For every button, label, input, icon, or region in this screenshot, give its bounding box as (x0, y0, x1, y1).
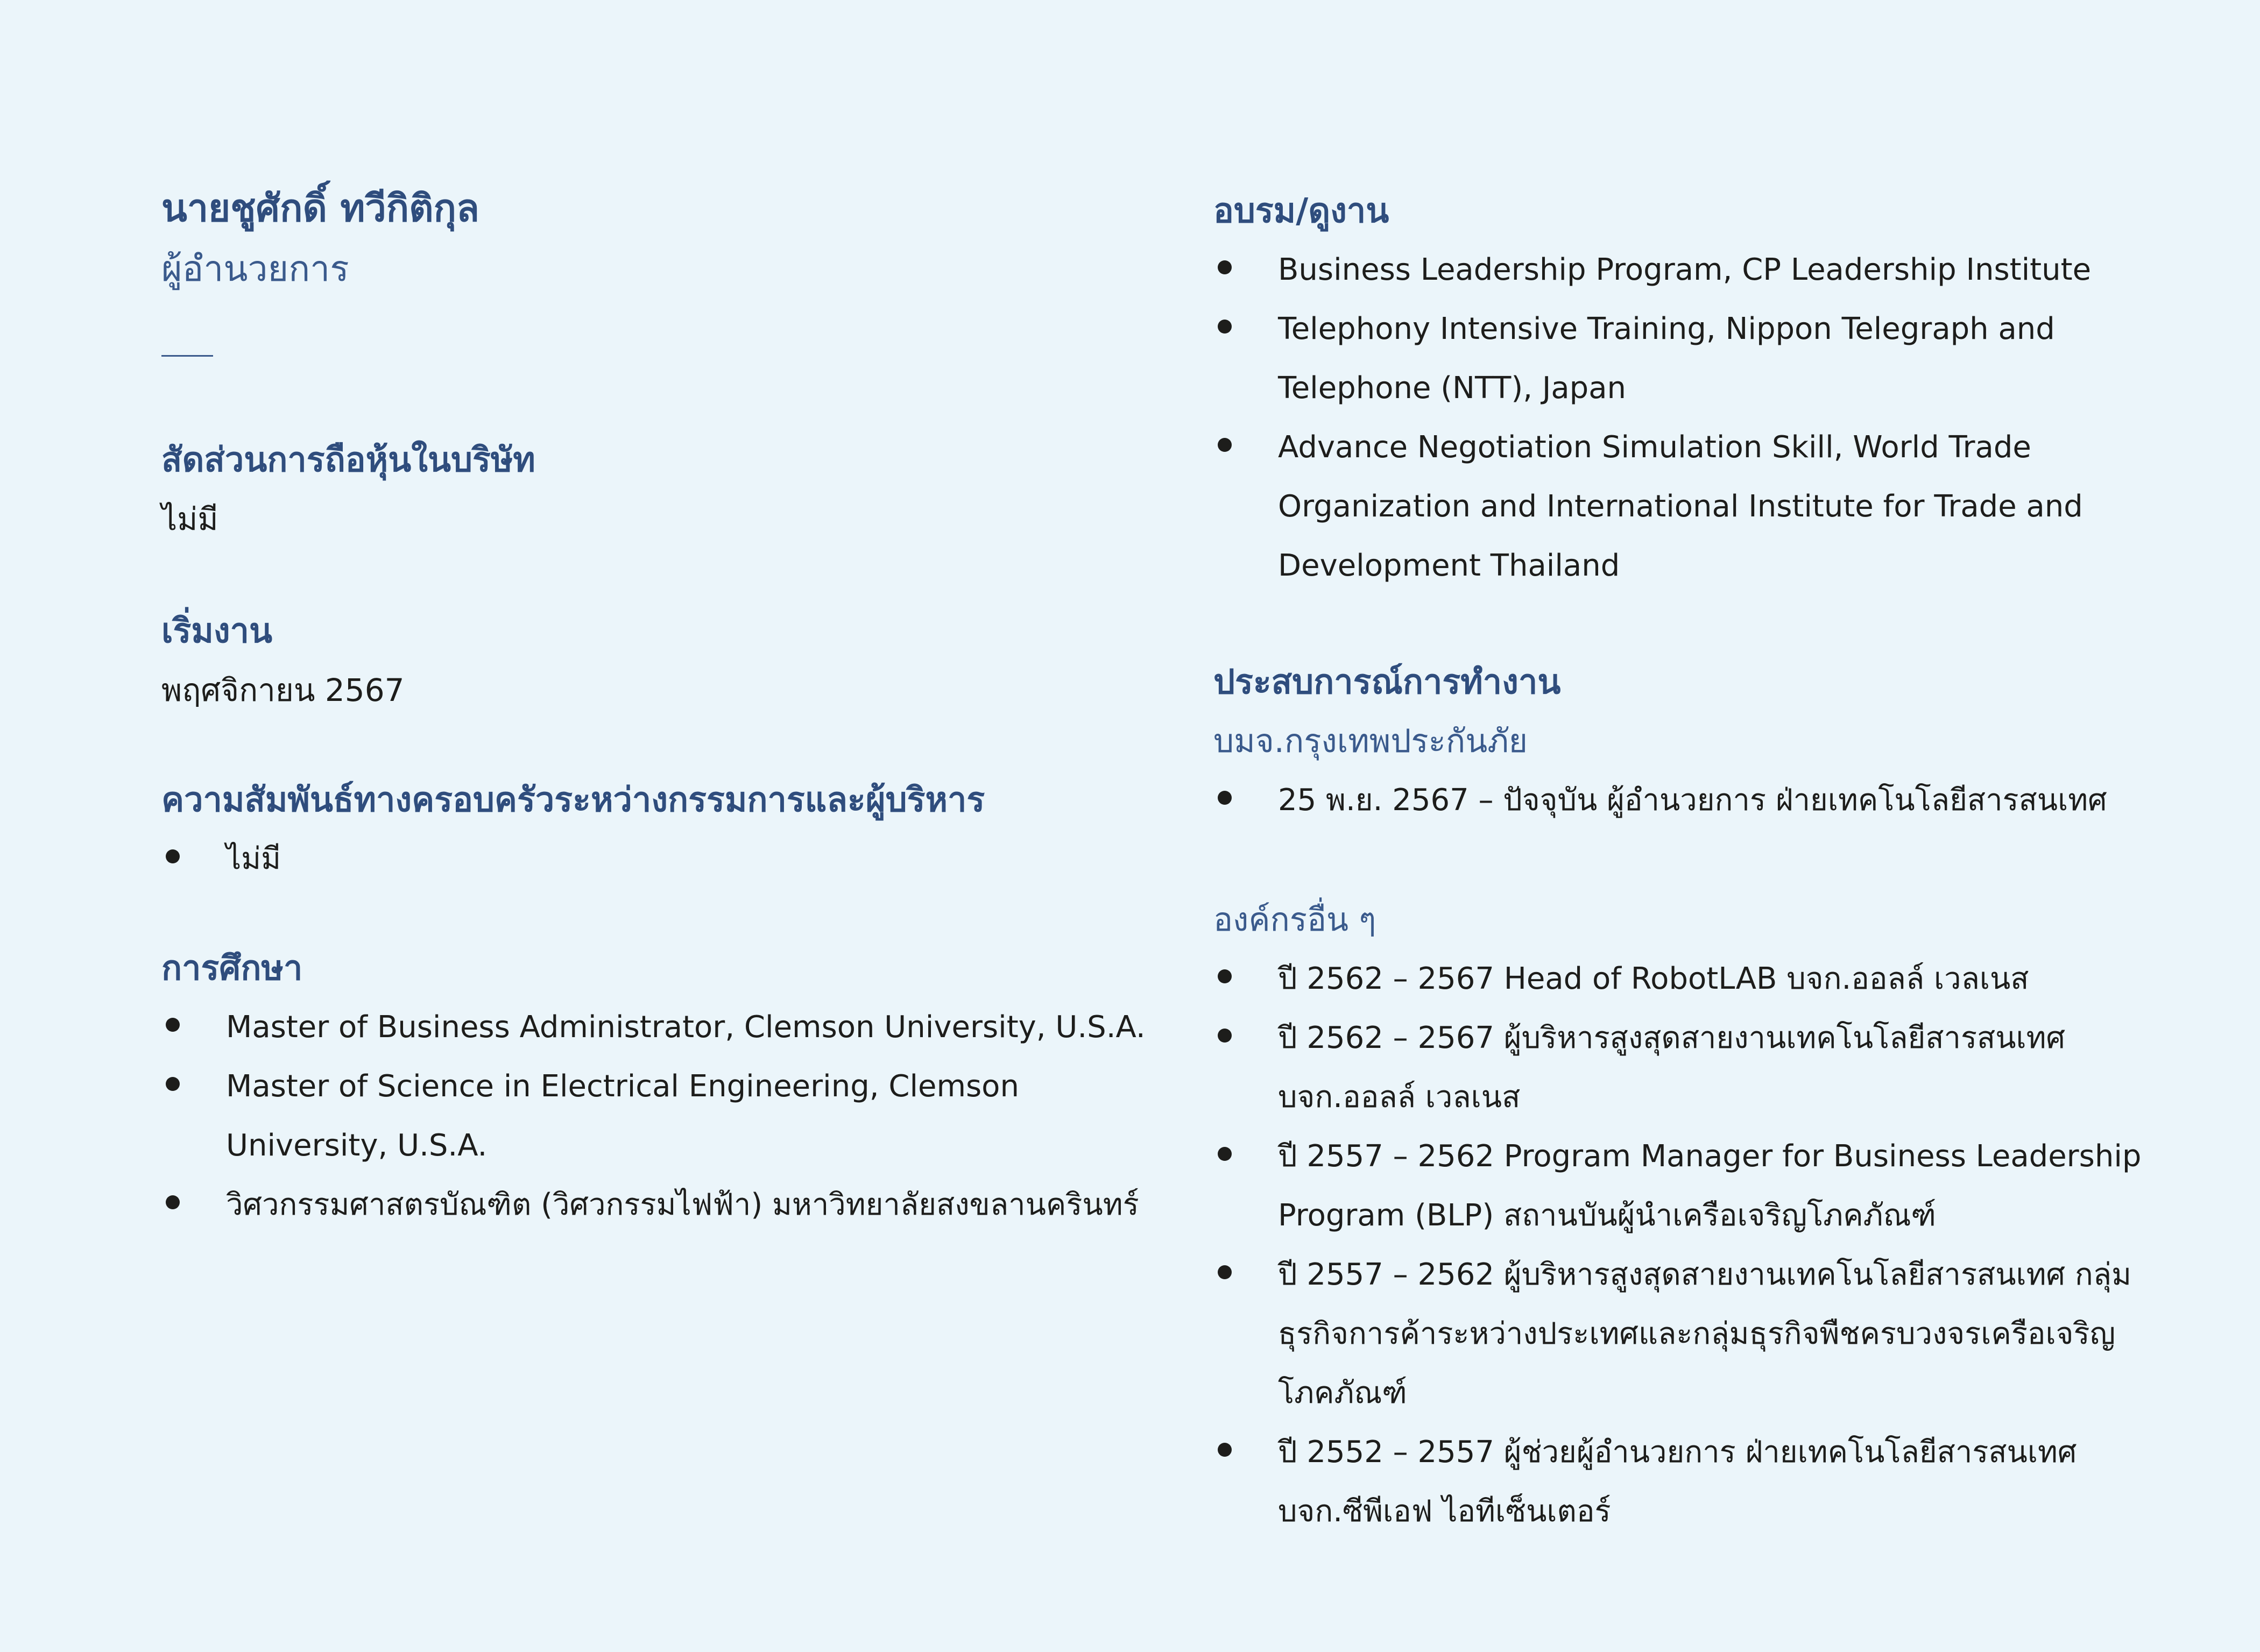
list-item (1213, 1127, 2166, 1245)
list-item (1213, 1009, 2166, 1127)
list-item (1213, 240, 2166, 300)
start-date-section (161, 601, 1146, 720)
list-item-text: Master of Business Administrator, Clemson University, U.S.A. (226, 1010, 1146, 1045)
bullet-icon (166, 1195, 180, 1209)
bullet-icon (1218, 791, 1232, 805)
executive-name: นายชูศักดิ์ ทวีกิติกุล (161, 186, 479, 230)
list-item-text: 25 พ.ย. 2567 – ปัจจุบัน ผู้อำนวยการ ฝ่ายเทคโนโลยีสารสนเทศ (1278, 783, 2107, 818)
list-item-text: Advance Negotiation Simulation Skill, World Trade Organization and International Institute for Trade and Development Thailand (1278, 430, 2083, 583)
family-relation-list (161, 829, 1146, 889)
list-item (161, 998, 1146, 1057)
list-item (1213, 771, 2166, 830)
education-section (161, 939, 1146, 1235)
bullet-icon (166, 849, 180, 863)
training-list (1213, 240, 2166, 595)
bullet-icon (1218, 1265, 1232, 1279)
other-orgs-list (1213, 949, 2166, 1541)
shareholding-heading: สัดส่วนการถือหุ้นในบริษัท (161, 440, 535, 479)
list-item (1213, 1423, 2166, 1541)
list-item-text: Telephony Intensive Training, Nippon Telegraph and Telephone (NTT), Japan (1278, 311, 2055, 406)
list-item-text: ปี 2557 – 2562 Program Manager for Business Leadership Program (BLP) สถานบันผู้นำเครือเจริญโภคภัณฑ์ (1278, 1139, 2142, 1233)
list-item (1213, 949, 2166, 1009)
bullet-icon (1218, 1029, 1232, 1043)
list-item (161, 1057, 1146, 1175)
education-heading: การศึกษา (161, 948, 303, 988)
experience-company: บมจ.กรุงเทพประกันภัย (1213, 722, 1528, 760)
list-item-text: Master of Science in Electrical Engineering, Clemson University, U.S.A. (226, 1069, 1019, 1163)
list-item-text: ปี 2562 – 2567 ผู้บริหารสูงสุดสายงานเทคโนโลยีสารสนเทศ บจก.ออลล์ เวลเนส (1278, 1020, 2066, 1115)
bullet-icon (166, 1077, 180, 1091)
bullet-icon (1218, 969, 1232, 983)
family-relation-section (161, 770, 1146, 889)
list-item (161, 1175, 1146, 1235)
bullet-icon (1218, 1443, 1232, 1457)
training-section (1213, 181, 2166, 595)
list-item-text: Business Leadership Program, CP Leadership Institute (1278, 252, 2092, 287)
education-list (161, 998, 1146, 1235)
other-orgs-section (1213, 890, 2166, 1541)
experience-list (1213, 771, 2166, 830)
family-relation-heading: ความสัมพันธ์ทางครอบครัวระหว่างกรรมการและผู้บริหาร (161, 780, 985, 819)
bullet-icon (1218, 320, 1232, 334)
list-item-text: วิศวกรรมศาสตรบัณฑิต (วิศวกรรมไฟฟ้า) มหาวิทยาลัยสงขลานครินทร์ (226, 1187, 1139, 1222)
training-heading: อบรม/ดูงาน (1213, 191, 1389, 230)
bullet-icon (166, 1018, 180, 1032)
other-orgs-heading: องค์กรอื่น ๆ (1213, 901, 1376, 939)
start-date-value: พฤศจิกายน 2567 (161, 672, 405, 708)
list-item (1213, 300, 2166, 418)
bullet-icon (1218, 1147, 1232, 1161)
shareholding-section (161, 430, 1146, 549)
experience-section (1213, 653, 2166, 830)
list-item-text: ไม่มี (226, 841, 281, 876)
experience-heading: ประสบการณ์การทำงาน (1213, 662, 1561, 701)
list-item-text: ปี 2557 – 2562 ผู้บริหารสูงสุดสายงานเทคโนโลยีสารสนเทศ กลุ่มธุรกิจการค้าระหว่างประเทศและกลุ่มธุรกิจพืชครบวงจรเครือเจริญโภคภัณฑ์ (1278, 1257, 2132, 1410)
start-date-heading: เริ่มงาน (161, 611, 273, 650)
list-item (1213, 1245, 2166, 1423)
bullet-icon (1218, 438, 1232, 452)
shareholding-value: ไม่มี (161, 501, 218, 537)
divider-rule (161, 355, 213, 357)
list-item (161, 829, 1146, 889)
list-item-text: ปี 2562 – 2567 Head of RobotLAB บจก.ออลล์ เวลเนส (1278, 961, 2029, 996)
bullet-icon (1218, 260, 1232, 274)
list-item (1213, 418, 2166, 595)
executive-position: ผู้อำนวยการ (161, 248, 349, 289)
list-item-text: ปี 2552 – 2557 ผู้ช่วยผู้อำนวยการ ฝ่ายเทคโนโลยีสารสนเทศ บจก.ซีพีเอฟ ไอทีเซ็นเตอร์ (1278, 1435, 2077, 1529)
